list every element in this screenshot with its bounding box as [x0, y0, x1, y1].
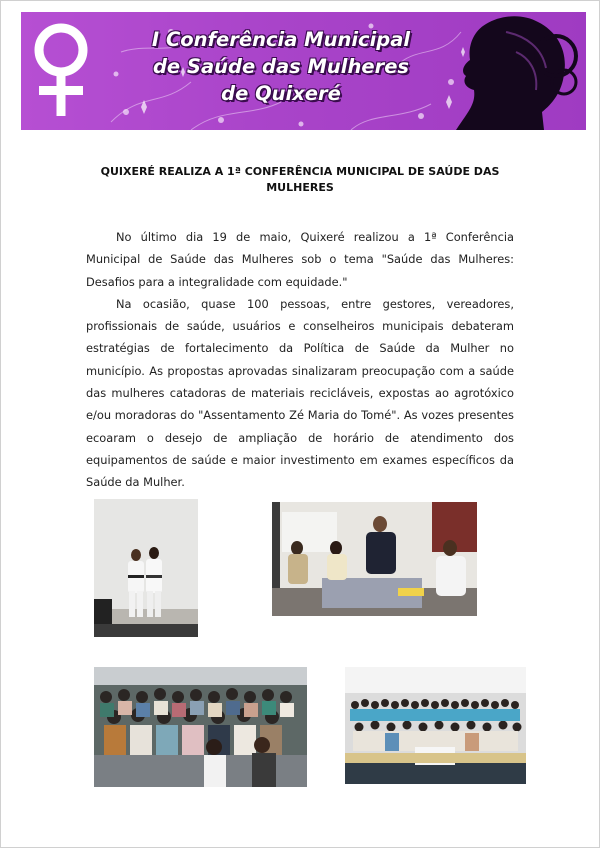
banner-title-line-3: de Quixeré: [221, 82, 341, 105]
article-headline: [95, 164, 505, 196]
photo-discussion-panel: [272, 502, 477, 616]
headline-line-2: MULHERES: [266, 181, 334, 194]
article-paragraph-1: No último dia 19 de maio, Quixeré realizou a 1ª Conferência Municipal de Saúde das Mulheres sob o tema "Saúde das Mulheres: Desafios para a integralidade com equidade.": [86, 230, 514, 289]
banner-title: [116, 26, 446, 107]
photo-group: [345, 667, 526, 784]
header-banner: [21, 12, 586, 130]
photo-audience: [94, 667, 307, 787]
venus-symbol-icon: [31, 20, 91, 124]
woman-silhouette-illustration: [446, 12, 586, 130]
article-paragraph-2: Na ocasião, quase 100 pessoas, entre gestores, vereadores, profissionais de saúde, usuários e conselheiros municipais debateram estratégias de fortalecimento da Política de Saúde da Mulher no município. As propostas aprovadas sinalizaram preocupação com a saúde das mulheres catadoras de materiais recicláveis, expostas ao agrotóxico e/ou moradoras do "Assentamento Zé Maria do Tomé". As vozes presentes ecoaram o desejo de ampliação de horário de atendimento dos equipamentos de saúde e maior investimento em exames específicos da Saúde da Mulher.: [86, 296, 514, 490]
headline-line-1: QUIXERÉ REALIZA A 1ª CONFERÊNCIA MUNICIPAL DE SAÚDE DAS: [100, 165, 500, 178]
banner-title-line-2: de Saúde das Mulheres: [152, 55, 410, 78]
article-body: [86, 226, 514, 494]
photo-martial-arts-demonstration: [94, 499, 198, 637]
banner-title-line-1: I Conferência Municipal: [151, 28, 411, 51]
